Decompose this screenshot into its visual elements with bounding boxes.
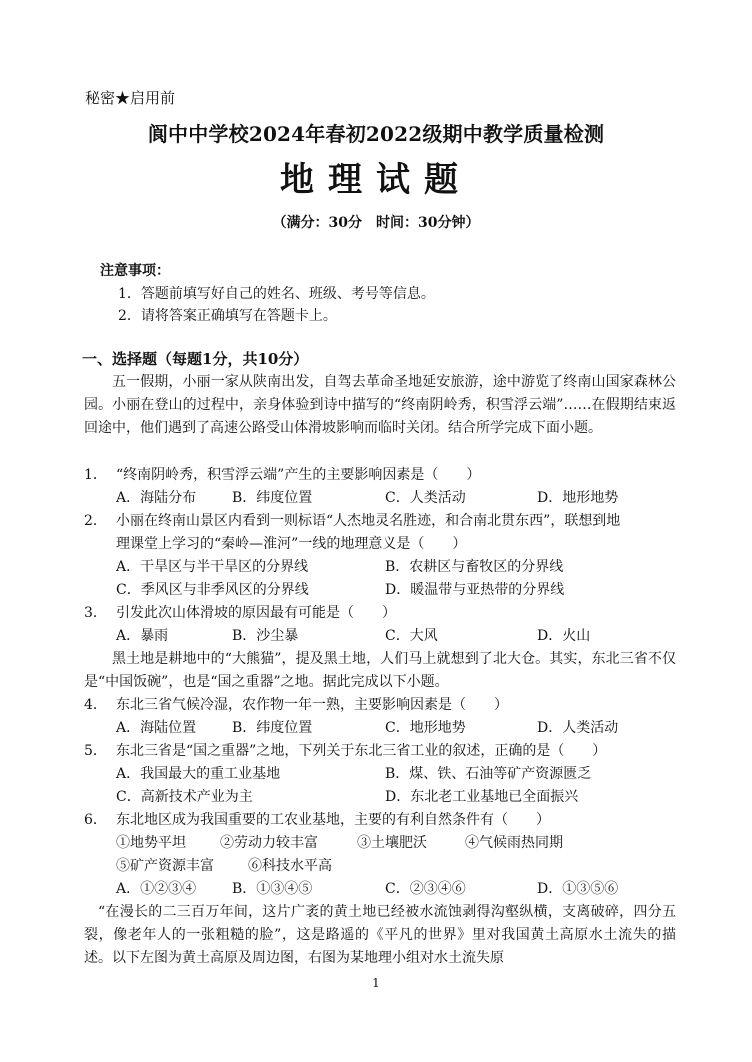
secret-label: 秘密★启用前 [85, 89, 176, 107]
school-exam-title: 阆中中学校2024年春初2022级期中教学质量检测 [147, 122, 605, 146]
question-stem: “终南阴岭秀，积雪浮云端”产生的主要影响因素是（ ） [116, 467, 481, 483]
condition-item: ⑤矿产资源丰富 [116, 858, 214, 874]
notice-item: 1．答题前填写好自己的姓名、班级、考号等信息。 [118, 286, 435, 302]
question-3 [84, 602, 396, 622]
option-b: B．农耕区与畜牧区的分界线 [385, 559, 564, 575]
question-5 [84, 740, 606, 760]
condition-item: ⑥科技水平高 [248, 858, 332, 874]
question-stem: 东北地区成为我国重要的工农业基地，主要的有利自然条件有（ ） [116, 812, 550, 828]
notice-item: 2．请将答案正确填写在答题卡上。 [118, 308, 337, 324]
condition-item: ①地势平坦 [116, 835, 186, 851]
section-title: 一、选择题（每题1分，共10分） [82, 350, 309, 368]
question-4 [84, 694, 508, 714]
question-stem: 东北三省气候冷湿，农作物一年一熟，主要影响因素是（ ） [116, 697, 508, 713]
condition-item: ④气候雨热同期 [465, 835, 563, 851]
option-b: B．沙尘暴 [232, 628, 299, 644]
notice-title: 注意事项： [100, 263, 170, 279]
option-b: B．纬度位置 [232, 490, 313, 506]
question-number: 3． [84, 605, 107, 621]
page-number: 1 [372, 976, 380, 990]
exam-meta: （满分：30分 时间：30分钟） [272, 215, 480, 231]
option-c: C．地形地势 [385, 720, 466, 736]
question-number: 2． [84, 513, 107, 529]
passage-3: “在漫长的二三百万年间，这片广袤的黄土地已经被水流蚀剥得沟壑纵横，支离破碎，四分五裂，像老年人的一张粗糙的脸”，这是路遥的《平凡的世界》里对我国黄土高原水土流失的描述。以下左图为黄土高原及周边图，右图为某地理小组对水土流失原 [84, 904, 676, 966]
option-d: D．①③⑤⑥ [537, 881, 619, 897]
option-d: D．火山 [537, 628, 591, 644]
option-d: D．地形地势 [537, 490, 619, 506]
condition-item: ③土壤肥沃 [357, 835, 427, 851]
option-a: A．我国最大的重工业基地 [116, 766, 281, 782]
option-b: B．煤、铁、石油等矿产资源匮乏 [385, 766, 592, 782]
option-d: D．人类活动 [537, 720, 619, 736]
option-b: B．①③④⑤ [232, 881, 313, 897]
option-c: C．大风 [385, 628, 438, 644]
option-a: A．①②③④ [116, 881, 197, 897]
condition-item: ②劳动力较丰富 [220, 835, 318, 851]
question-1 [84, 464, 480, 484]
option-a: A．暴雨 [116, 628, 169, 644]
option-a: A．海陆分布 [116, 490, 197, 506]
question-number: 6． [84, 812, 107, 828]
option-c: C．②③④⑥ [385, 881, 466, 897]
question-number: 1． [84, 467, 107, 483]
option-d: D．东北老工业基地已全面振兴 [385, 789, 579, 805]
question-6 [84, 809, 550, 829]
question-stem: 东北三省是“国之重器”之地，下列关于东北三省工业的叙述，正确的是（ ） [116, 743, 607, 759]
option-a: A．海陆位置 [116, 720, 197, 736]
option-c: C．人类活动 [385, 490, 466, 506]
option-c: C．高新技术产业为主 [116, 789, 253, 805]
subject-title: 地理试题 [280, 160, 472, 200]
question-stem-continued: 理课堂上学习的“秦岭—淮河”一线的地理意义是（ ） [116, 536, 467, 552]
question-2 [84, 510, 620, 530]
option-d: D．暖温带与亚热带的分界线 [385, 582, 565, 598]
option-a: A．干旱区与半干旱区的分界线 [116, 559, 309, 575]
question-stem: 引发此次山体滑坡的原因最有可能是（ ） [116, 605, 396, 621]
option-c: C．季风区与非季风区的分界线 [116, 582, 309, 598]
passage-2: 黑土地是耕地中的“大熊猫”，提及黑土地，人们马上就想到了北大仓。其实，东北三省不仅是“中国饭碗”，也是“国之重器”之地。据此完成以下小题。 [84, 651, 676, 690]
question-number: 4． [84, 697, 107, 713]
passage-1: 五一假期，小丽一家从陕南出发，自驾去革命圣地延安旅游，途中游览了终南山国家森林公园。小丽在登山的过程中，亲身体验到诗中描写的“终南阴岭秀，积雪浮云端”……在假期结束返回途中，他们遇到了高速公路受山体滑坡影响而临时关闭。结合所学完成下面小题。 [84, 374, 676, 436]
option-b: B．纬度位置 [232, 720, 313, 736]
question-stem: 小丽在终南山景区内看到一则标语“人杰地灵名胜迹，和合南北贯东西”，联想到地 [116, 513, 621, 529]
question-number: 5． [84, 743, 107, 759]
